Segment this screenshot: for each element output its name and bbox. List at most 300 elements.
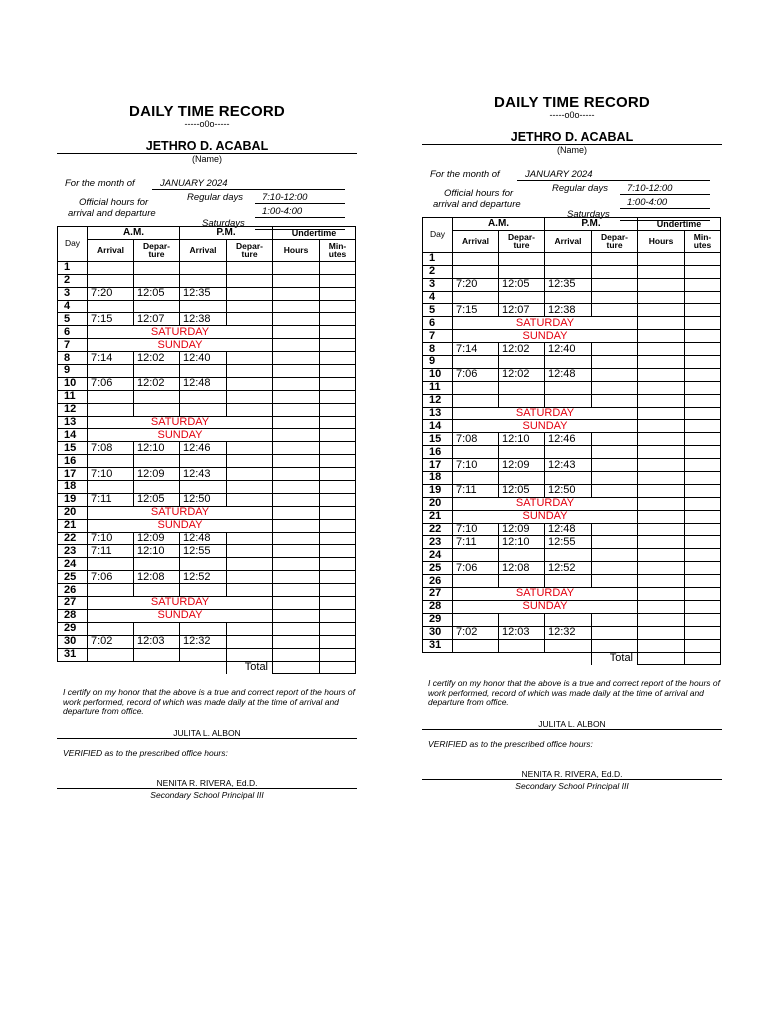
undertime-hours-cell xyxy=(638,381,685,394)
undertime-minutes-cell xyxy=(320,429,356,442)
undertime-minutes-cell xyxy=(685,407,721,420)
pm-header: P.M. xyxy=(180,227,273,240)
undertime-minutes-cell xyxy=(320,287,356,300)
pm-arrival-cell: 12:48 xyxy=(545,523,592,536)
total-label: Total xyxy=(592,652,638,665)
day-number: 19 xyxy=(423,484,453,497)
undertime-minutes-cell xyxy=(320,558,356,571)
day-number: 16 xyxy=(423,446,453,459)
am-departure-cell: 12:02 xyxy=(499,343,545,356)
undertime-hours-cell xyxy=(273,648,320,661)
day-number: 20 xyxy=(58,506,88,519)
undertime-hours-cell xyxy=(273,365,320,378)
pm-arrival-cell xyxy=(545,381,592,394)
pm-arrival-cell xyxy=(180,455,227,468)
undertime-minutes-cell xyxy=(685,497,721,510)
am-departure-cell: 12:03 xyxy=(499,626,545,639)
name-caption: (Name) xyxy=(191,154,222,164)
pm-departure-cell xyxy=(592,265,638,278)
undertime-minutes-cell xyxy=(320,584,356,597)
pm-arrival-cell: 12:50 xyxy=(545,484,592,497)
am-arrival-cell xyxy=(453,613,499,626)
day-number: 4 xyxy=(58,300,88,313)
undertime-minutes-cell xyxy=(320,352,356,365)
undertime-hours-cell xyxy=(273,506,320,519)
day-column-header: Day xyxy=(58,227,88,262)
undertime-minutes-cell xyxy=(685,330,721,343)
am-departure-cell: 12:05 xyxy=(134,287,180,300)
day-number: 12 xyxy=(58,403,88,416)
pm-arrival-cell xyxy=(180,403,227,416)
undertime-minutes-cell xyxy=(685,291,721,304)
undertime-minutes-cell xyxy=(685,613,721,626)
undertime-hours-cell xyxy=(638,510,685,523)
undertime-minutes-cell xyxy=(320,597,356,610)
pm-arrival-cell: 12:50 xyxy=(180,493,227,506)
undertime-hours-cell xyxy=(638,420,685,433)
pm-arrival-cell xyxy=(545,549,592,562)
undertime-minutes-cell xyxy=(685,484,721,497)
day-number: 1 xyxy=(58,261,88,274)
employee-signer: JULITA L. ALBON xyxy=(57,728,357,739)
undertime-hours-cell xyxy=(638,407,685,420)
undertime-minutes-cell xyxy=(685,459,721,472)
undertime-minutes-cell xyxy=(320,261,356,274)
undertime-minutes-cell xyxy=(320,390,356,403)
day-number: 23 xyxy=(423,536,453,549)
table-row xyxy=(58,274,356,287)
undertime-hours-cell xyxy=(273,481,320,494)
undertime-minutes-cell xyxy=(320,339,356,352)
undertime-hours-cell xyxy=(273,532,320,545)
am-arrival-cell: 7:10 xyxy=(453,459,499,472)
am-departure-cell xyxy=(134,274,180,287)
am-arrival-cell xyxy=(88,300,134,313)
table-row xyxy=(58,261,356,274)
undertime-minutes-cell xyxy=(320,545,356,558)
am-arrival-cell: 7:14 xyxy=(453,343,499,356)
undertime-hours-cell xyxy=(638,317,685,330)
total-minutes-cell xyxy=(320,661,356,674)
pm-arrival-cell xyxy=(180,481,227,494)
table-row xyxy=(423,368,721,381)
undertime-hours-cell xyxy=(638,472,685,485)
pm-departure-cell xyxy=(592,291,638,304)
undertime-minutes-cell xyxy=(320,403,356,416)
undertime-minutes-cell xyxy=(320,377,356,390)
day-number: 6 xyxy=(423,317,453,330)
pm-arrival-cell xyxy=(180,365,227,378)
weekend-label: SUNDAY xyxy=(453,330,638,343)
table-row xyxy=(58,519,356,532)
day-number: 6 xyxy=(58,326,88,339)
pm-departure-cell xyxy=(592,613,638,626)
table-row xyxy=(423,291,721,304)
table-row xyxy=(58,442,356,455)
pm-departure-cell xyxy=(592,446,638,459)
undertime-hours-cell xyxy=(638,613,685,626)
undertime-hours-cell xyxy=(638,446,685,459)
total-hours-cell xyxy=(273,661,320,674)
day-number: 13 xyxy=(58,416,88,429)
undertime-minutes-cell xyxy=(685,394,721,407)
pm-departure-cell xyxy=(592,472,638,485)
table-row xyxy=(58,622,356,635)
am-departure-cell: 12:05 xyxy=(499,484,545,497)
pm-arrival-cell: 12:48 xyxy=(545,368,592,381)
day-number: 11 xyxy=(58,390,88,403)
table-row xyxy=(423,356,721,369)
am-arrival-cell xyxy=(88,584,134,597)
am-arrival-cell xyxy=(453,472,499,485)
pm-departure-cell xyxy=(227,622,273,635)
undertime-header: Undertime xyxy=(273,227,356,240)
am-arrival-cell: 7:06 xyxy=(88,377,134,390)
pm-departure-cell xyxy=(227,493,273,506)
am-departure-header: Depar- ture xyxy=(134,239,180,261)
total-hours-cell xyxy=(638,652,685,665)
regular-am-hours: 7:10-12:00 xyxy=(627,183,673,194)
verified-text: VERIFIED as to the prescribed office hours: xyxy=(63,747,228,758)
undertime-minutes-cell xyxy=(685,356,721,369)
undertime-minutes-header: Min- utes xyxy=(685,230,721,252)
am-arrival-cell xyxy=(88,403,134,416)
table-row xyxy=(58,339,356,352)
day-number: 31 xyxy=(423,639,453,652)
day-number: 30 xyxy=(58,635,88,648)
pm-departure-cell xyxy=(227,468,273,481)
weekend-label: SUNDAY xyxy=(88,519,273,532)
undertime-minutes-cell xyxy=(320,442,356,455)
table-row xyxy=(58,584,356,597)
am-arrival-cell: 7:11 xyxy=(88,545,134,558)
pm-arrival-cell xyxy=(180,648,227,661)
am-departure-cell: 12:08 xyxy=(134,571,180,584)
am-departure-cell: 12:02 xyxy=(134,352,180,365)
table-row xyxy=(423,600,721,613)
undertime-minutes-cell xyxy=(320,506,356,519)
table-row xyxy=(58,313,356,326)
undertime-minutes-cell xyxy=(320,609,356,622)
undertime-hours-cell xyxy=(273,274,320,287)
undertime-minutes-cell xyxy=(320,274,356,287)
pm-arrival-cell xyxy=(180,584,227,597)
pm-departure-cell xyxy=(227,455,273,468)
pm-arrival-cell xyxy=(545,356,592,369)
pm-departure-cell xyxy=(592,278,638,291)
table-row xyxy=(423,510,721,523)
am-departure-cell xyxy=(134,584,180,597)
undertime-minutes-cell xyxy=(685,433,721,446)
day-number: 23 xyxy=(58,545,88,558)
pm-departure-cell xyxy=(227,635,273,648)
day-number: 11 xyxy=(423,381,453,394)
am-arrival-cell: 7:08 xyxy=(453,433,499,446)
undertime-hours-header: Hours xyxy=(273,239,320,261)
day-number: 13 xyxy=(423,407,453,420)
official-hours-label-2: arrival and departure xyxy=(433,199,521,210)
undertime-hours-cell xyxy=(638,252,685,265)
regular-pm-hours: 1:00-4:00 xyxy=(627,197,668,208)
undertime-minutes-cell xyxy=(320,300,356,313)
table-row xyxy=(58,416,356,429)
pm-departure-cell xyxy=(227,584,273,597)
table-row xyxy=(423,472,721,485)
undertime-minutes-cell xyxy=(685,381,721,394)
table-row xyxy=(58,493,356,506)
pm-departure-cell xyxy=(592,381,638,394)
am-arrival-cell xyxy=(453,549,499,562)
pm-departure-cell xyxy=(592,536,638,549)
pm-departure-cell xyxy=(592,368,638,381)
undertime-hours-cell xyxy=(638,575,685,588)
pm-departure-header: Depar- ture xyxy=(592,230,638,252)
undertime-minutes-cell xyxy=(320,493,356,506)
undertime-minutes-cell xyxy=(320,571,356,584)
am-arrival-cell: 7:10 xyxy=(453,523,499,536)
table-row xyxy=(58,455,356,468)
day-number: 12 xyxy=(423,394,453,407)
table-row xyxy=(58,571,356,584)
table-row xyxy=(58,635,356,648)
am-departure-cell: 12:10 xyxy=(499,433,545,446)
undertime-hours-cell xyxy=(638,433,685,446)
pm-arrival-cell: 12:43 xyxy=(545,459,592,472)
pm-departure-cell xyxy=(227,274,273,287)
weekend-label: SUNDAY xyxy=(88,339,273,352)
day-number: 1 xyxy=(423,252,453,265)
undertime-minutes-cell xyxy=(320,313,356,326)
undertime-hours-cell xyxy=(638,343,685,356)
weekend-label: SUNDAY xyxy=(453,420,638,433)
am-arrival-cell xyxy=(88,455,134,468)
am-arrival-cell: 7:20 xyxy=(453,278,499,291)
am-arrival-cell xyxy=(453,356,499,369)
am-arrival-cell: 7:06 xyxy=(453,368,499,381)
am-departure-cell xyxy=(499,446,545,459)
month-label: For the month of xyxy=(430,169,500,180)
undertime-minutes-cell xyxy=(320,519,356,532)
weekend-label: SATURDAY xyxy=(453,588,638,601)
am-departure-cell xyxy=(134,261,180,274)
undertime-minutes-cell xyxy=(685,446,721,459)
undertime-hours-cell xyxy=(638,549,685,562)
table-row xyxy=(58,287,356,300)
undertime-hours-cell xyxy=(638,304,685,317)
undertime-minutes-cell xyxy=(320,365,356,378)
undertime-minutes-cell xyxy=(320,468,356,481)
am-departure-cell xyxy=(134,403,180,416)
undertime-hours-cell xyxy=(273,635,320,648)
pm-arrival-cell xyxy=(545,472,592,485)
table-row xyxy=(423,304,721,317)
day-number: 3 xyxy=(423,278,453,291)
day-number: 26 xyxy=(423,575,453,588)
pm-departure-cell xyxy=(227,261,273,274)
am-arrival-cell xyxy=(88,481,134,494)
am-arrival-cell: 7:10 xyxy=(88,532,134,545)
undertime-hours-cell xyxy=(273,442,320,455)
am-departure-cell xyxy=(134,300,180,313)
undertime-hours-cell xyxy=(273,584,320,597)
am-arrival-cell xyxy=(453,291,499,304)
pm-arrival-cell xyxy=(180,261,227,274)
undertime-minutes-cell xyxy=(685,420,721,433)
pm-arrival-cell: 12:43 xyxy=(180,468,227,481)
am-departure-cell xyxy=(499,613,545,626)
pm-arrival-cell xyxy=(180,300,227,313)
undertime-hours-cell xyxy=(638,265,685,278)
undertime-minutes-cell xyxy=(685,639,721,652)
pm-departure-cell xyxy=(227,287,273,300)
pm-departure-header: Depar- ture xyxy=(227,239,273,261)
am-arrival-cell xyxy=(88,622,134,635)
am-arrival-header: Arrival xyxy=(453,230,499,252)
undertime-minutes-cell xyxy=(685,368,721,381)
undertime-minutes-cell xyxy=(685,549,721,562)
table-row xyxy=(58,300,356,313)
am-departure-cell xyxy=(134,481,180,494)
am-arrival-cell: 7:06 xyxy=(88,571,134,584)
undertime-hours-cell xyxy=(273,609,320,622)
table-row xyxy=(58,352,356,365)
day-number: 9 xyxy=(58,365,88,378)
certification-text: I certify on my honor that the above is a true and correct report of the hours of work performed, record of which was made daily at the time of arrival and departure from office. xyxy=(428,678,720,708)
table-row xyxy=(423,317,721,330)
pm-arrival-cell: 12:48 xyxy=(180,377,227,390)
undertime-hours-cell xyxy=(638,394,685,407)
am-departure-cell: 12:03 xyxy=(134,635,180,648)
head-position: Secondary School Principal III xyxy=(150,789,264,800)
am-arrival-cell: 7:10 xyxy=(88,468,134,481)
day-number: 7 xyxy=(423,330,453,343)
day-number: 28 xyxy=(423,600,453,613)
am-departure-header: Depar- ture xyxy=(499,230,545,252)
pm-arrival-cell xyxy=(545,613,592,626)
undertime-minutes-cell xyxy=(685,588,721,601)
pm-departure-cell xyxy=(227,390,273,403)
am-arrival-cell: 7:11 xyxy=(453,484,499,497)
pm-departure-cell xyxy=(227,532,273,545)
day-number: 18 xyxy=(58,481,88,494)
day-number: 29 xyxy=(58,622,88,635)
pm-arrival-cell: 12:35 xyxy=(545,278,592,291)
dtr-card-right xyxy=(422,94,722,791)
total-label: Total xyxy=(227,661,273,674)
day-number: 10 xyxy=(58,377,88,390)
am-arrival-cell xyxy=(453,381,499,394)
day-number: 28 xyxy=(58,609,88,622)
am-departure-cell: 12:10 xyxy=(134,545,180,558)
day-number: 25 xyxy=(423,562,453,575)
undertime-hours-cell xyxy=(273,519,320,532)
am-departure-cell xyxy=(134,390,180,403)
day-number: 30 xyxy=(423,626,453,639)
am-departure-cell xyxy=(134,648,180,661)
table-row xyxy=(423,523,721,536)
am-departure-cell: 12:05 xyxy=(499,278,545,291)
undertime-minutes-cell xyxy=(320,532,356,545)
pm-header: P.M. xyxy=(545,218,638,231)
head-name: NENITA R. RIVERA, Ed.D. xyxy=(57,778,357,789)
am-arrival-cell: 7:20 xyxy=(88,287,134,300)
pm-departure-cell xyxy=(227,377,273,390)
day-number: 7 xyxy=(58,339,88,352)
undertime-minutes-cell xyxy=(685,510,721,523)
day-number: 24 xyxy=(423,549,453,562)
pm-arrival-cell: 12:46 xyxy=(180,442,227,455)
undertime-minutes-cell xyxy=(320,416,356,429)
weekend-label: SATURDAY xyxy=(88,326,273,339)
day-number: 24 xyxy=(58,558,88,571)
day-number: 10 xyxy=(423,368,453,381)
undertime-minutes-cell xyxy=(685,317,721,330)
undertime-hours-cell xyxy=(638,291,685,304)
total-minutes-cell xyxy=(685,652,721,665)
table-row xyxy=(423,588,721,601)
am-departure-cell xyxy=(499,575,545,588)
pm-departure-cell xyxy=(592,562,638,575)
weekend-label: SUNDAY xyxy=(88,429,273,442)
table-row xyxy=(423,484,721,497)
am-arrival-cell xyxy=(453,639,499,652)
pm-arrival-cell xyxy=(545,265,592,278)
pm-arrival-cell: 12:32 xyxy=(545,626,592,639)
pm-arrival-cell xyxy=(545,252,592,265)
day-number: 17 xyxy=(58,468,88,481)
pm-arrival-cell xyxy=(180,274,227,287)
pm-departure-cell xyxy=(227,545,273,558)
day-number: 27 xyxy=(423,588,453,601)
am-arrival-cell xyxy=(88,390,134,403)
am-departure-cell xyxy=(499,394,545,407)
pm-arrival-cell: 12:48 xyxy=(180,532,227,545)
form-title: DAILY TIME RECORD xyxy=(494,94,650,111)
official-hours-label-1: Official hours for xyxy=(444,188,514,199)
undertime-minutes-cell xyxy=(685,575,721,588)
pm-departure-cell xyxy=(227,648,273,661)
am-departure-cell xyxy=(134,455,180,468)
day-number: 21 xyxy=(423,510,453,523)
am-departure-cell xyxy=(134,622,180,635)
undertime-minutes-cell xyxy=(685,278,721,291)
am-departure-cell: 12:07 xyxy=(134,313,180,326)
undertime-hours-cell xyxy=(638,330,685,343)
am-arrival-cell xyxy=(88,648,134,661)
table-row xyxy=(58,558,356,571)
pm-arrival-cell xyxy=(545,394,592,407)
am-arrival-cell xyxy=(88,274,134,287)
undertime-hours-cell xyxy=(638,459,685,472)
undertime-minutes-cell xyxy=(685,304,721,317)
am-departure-cell xyxy=(499,252,545,265)
am-departure-cell: 12:08 xyxy=(499,562,545,575)
title-ornament: -----o0o----- xyxy=(184,119,230,129)
pm-departure-cell xyxy=(592,639,638,652)
title-ornament: -----o0o----- xyxy=(549,110,595,120)
undertime-hours-cell xyxy=(273,416,320,429)
am-departure-cell xyxy=(499,265,545,278)
am-arrival-cell xyxy=(88,365,134,378)
month-value: JANUARY 2024 xyxy=(160,178,228,189)
time-record-table xyxy=(57,226,356,674)
undertime-hours-header: Hours xyxy=(638,230,685,252)
official-hours-block xyxy=(57,164,357,229)
table-row xyxy=(423,639,721,652)
table-row xyxy=(423,420,721,433)
undertime-hours-cell xyxy=(273,622,320,635)
employee-signer: JULITA L. ALBON xyxy=(422,719,722,730)
